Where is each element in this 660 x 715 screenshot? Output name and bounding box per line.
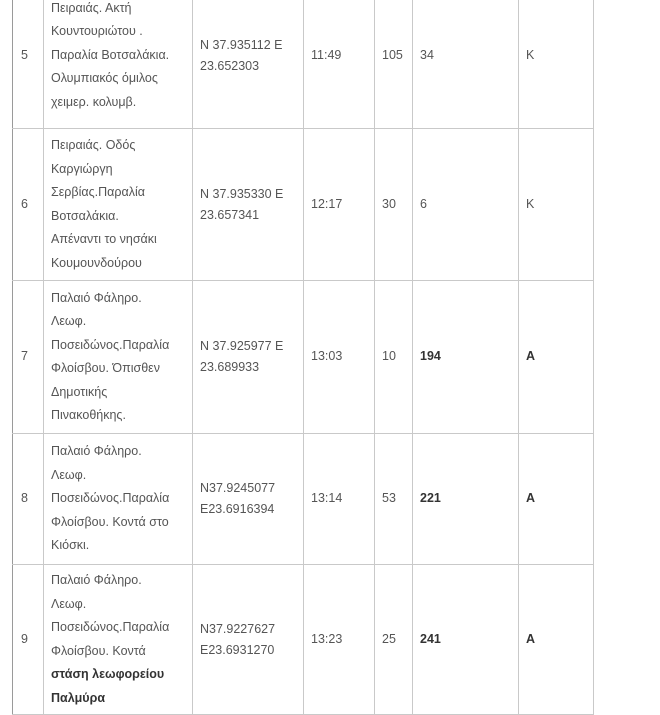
cell-text: 23.657341 bbox=[200, 207, 260, 222]
location-line bbox=[51, 404, 185, 428]
cell-text: N37.9245077 bbox=[200, 481, 276, 495]
location-line bbox=[51, 20, 185, 44]
value1-cell bbox=[375, 129, 413, 281]
location-line bbox=[51, 569, 185, 593]
cell-text: 10 bbox=[382, 349, 396, 364]
cell-text: Παλμύρα bbox=[51, 690, 106, 705]
location-line bbox=[51, 0, 185, 20]
value2-cell bbox=[413, 129, 519, 281]
location-line bbox=[51, 205, 185, 229]
location-line bbox=[51, 381, 185, 405]
value1-cell bbox=[375, 281, 413, 434]
location-line bbox=[51, 534, 185, 558]
location-line bbox=[51, 287, 185, 311]
cell-text: Παραλία Βοτσαλάκια. bbox=[51, 47, 170, 62]
table-row bbox=[13, 434, 594, 565]
location-line bbox=[51, 616, 185, 640]
cell-text: 13:23 bbox=[311, 631, 343, 646]
table-row bbox=[13, 565, 594, 715]
location-line bbox=[51, 67, 185, 91]
location-line bbox=[51, 440, 185, 464]
location-line bbox=[51, 252, 185, 276]
coordinates-cell bbox=[193, 565, 304, 715]
cell-text: Κιόσκι. bbox=[51, 538, 90, 553]
cell-text: 194 bbox=[420, 349, 441, 364]
value1-cell bbox=[375, 434, 413, 565]
location-line bbox=[51, 511, 185, 535]
coordinate-line bbox=[200, 205, 296, 226]
cell-text: Λεωφ. bbox=[51, 467, 87, 482]
time-cell bbox=[304, 434, 375, 565]
cell-text: Πειραιάς. Οδός bbox=[51, 138, 136, 152]
cell-text: 5 bbox=[21, 47, 28, 62]
cell-text: 241 bbox=[420, 631, 441, 646]
location-line bbox=[51, 228, 185, 252]
grade-cell bbox=[519, 0, 594, 129]
location-cell bbox=[44, 565, 193, 715]
value2-cell bbox=[413, 281, 519, 434]
row-number-cell bbox=[13, 281, 44, 434]
cell-text: 221 bbox=[420, 491, 441, 506]
table-row bbox=[13, 281, 594, 434]
table-row bbox=[13, 129, 594, 281]
location-cell bbox=[44, 434, 193, 565]
time-cell bbox=[304, 281, 375, 434]
grade-cell bbox=[519, 565, 594, 715]
coordinate-line bbox=[200, 336, 296, 357]
cell-text: 7 bbox=[21, 349, 28, 364]
cell-text: A bbox=[526, 491, 536, 506]
cell-text: 13:03 bbox=[311, 349, 343, 364]
cell-text: 30 bbox=[382, 196, 396, 211]
value1-cell bbox=[375, 565, 413, 715]
row-number-cell bbox=[13, 129, 44, 281]
location-cell bbox=[44, 281, 193, 434]
cell-text: K bbox=[526, 47, 535, 62]
value2-cell bbox=[413, 565, 519, 715]
location-line-bold bbox=[51, 687, 185, 711]
grade-cell bbox=[519, 129, 594, 281]
time-cell bbox=[304, 129, 375, 281]
cell-text: 11:49 bbox=[311, 47, 342, 62]
cell-text: N 37.935112 E bbox=[200, 37, 283, 52]
location-line bbox=[51, 357, 185, 381]
coordinates-cell bbox=[193, 281, 304, 434]
location-line-bold bbox=[51, 663, 185, 687]
coordinate-line bbox=[200, 357, 296, 378]
cell-text: Πινακοθήκης. bbox=[51, 408, 126, 422]
cell-text: Φλοίσβου. Κοντά bbox=[51, 643, 146, 658]
coordinate-line bbox=[200, 640, 296, 661]
location-line bbox=[51, 464, 185, 488]
grade-cell bbox=[519, 434, 594, 565]
value1-cell bbox=[375, 0, 413, 129]
location-line bbox=[51, 487, 185, 511]
cell-text: E23.6916394 bbox=[200, 502, 275, 516]
cell-text: N37.9227627 bbox=[200, 621, 276, 636]
location-cell bbox=[44, 0, 193, 129]
coordinates-cell bbox=[193, 0, 304, 129]
row-number-cell bbox=[13, 0, 44, 129]
location-line bbox=[51, 44, 185, 68]
cell-text: Ολυμπιακός όμιλος bbox=[51, 71, 158, 86]
cell-text: 12:17 bbox=[311, 196, 343, 211]
row-number-cell bbox=[13, 434, 44, 565]
cell-text: Λεωφ. bbox=[51, 314, 87, 328]
cell-text: E23.6931270 bbox=[200, 642, 275, 657]
cell-text: 13:14 bbox=[311, 491, 343, 506]
coordinate-line bbox=[200, 184, 296, 205]
coordinates-cell bbox=[193, 434, 304, 565]
coordinate-line bbox=[200, 56, 296, 77]
cell-text: N 37.925977 E bbox=[200, 339, 284, 353]
cell-text: Ποσειδώνος.Παραλία bbox=[51, 491, 170, 506]
coordinates-cell bbox=[193, 129, 304, 281]
location-line bbox=[51, 158, 185, 182]
cell-text: A bbox=[526, 349, 536, 364]
location-line bbox=[51, 593, 185, 617]
cell-text: Παλαιό Φάληρο. bbox=[51, 444, 142, 459]
location-line bbox=[51, 181, 185, 205]
coordinate-line bbox=[200, 478, 296, 499]
location-cell bbox=[44, 129, 193, 281]
cell-text: Κουντουριώτου . bbox=[51, 24, 143, 39]
cell-text: στάση λεωφορείου bbox=[51, 667, 165, 681]
cell-text: K bbox=[526, 196, 535, 211]
cell-text: 25 bbox=[382, 631, 396, 646]
cell-text: Παλαιό Φάληρο. bbox=[51, 290, 142, 305]
sampling-table bbox=[12, 0, 594, 715]
cell-text: 34 bbox=[420, 47, 434, 62]
coordinate-line bbox=[200, 619, 296, 640]
location-line bbox=[51, 91, 185, 115]
table-body bbox=[13, 0, 594, 715]
cell-text: Ποσειδώνος.Παραλία bbox=[51, 337, 170, 352]
value2-cell bbox=[413, 434, 519, 565]
cell-text: 6 bbox=[21, 196, 28, 211]
cell-text: Βοτσαλάκια. bbox=[51, 208, 119, 223]
time-cell bbox=[304, 0, 375, 129]
cell-text: 8 bbox=[21, 491, 28, 506]
value2-cell bbox=[413, 0, 519, 129]
cell-text: 6 bbox=[420, 196, 427, 211]
cell-text: A bbox=[526, 631, 536, 646]
location-line bbox=[51, 134, 185, 158]
cell-text: Κουμουνδούρου bbox=[51, 255, 142, 270]
location-line bbox=[51, 334, 185, 358]
cell-text: Σερβίας.Παραλία bbox=[51, 185, 145, 199]
cell-text: 53 bbox=[382, 491, 396, 506]
cell-text: Λεωφ. bbox=[51, 596, 87, 611]
cell-text: 9 bbox=[21, 631, 28, 646]
cell-text: 23.689933 bbox=[200, 360, 260, 374]
cell-text: Απέναντι το νησάκι bbox=[51, 232, 157, 246]
cell-text: N 37.935330 E bbox=[200, 186, 284, 201]
coordinate-line bbox=[200, 35, 296, 56]
coordinate-line bbox=[200, 499, 296, 520]
cell-text: Φλοίσβου. Όπισθεν bbox=[51, 361, 160, 375]
cell-text: 105 bbox=[382, 47, 403, 62]
time-cell bbox=[304, 565, 375, 715]
location-line bbox=[51, 310, 185, 334]
row-number-cell bbox=[13, 565, 44, 715]
cell-text: Φλοίσβου. Κοντά στο bbox=[51, 514, 169, 529]
cell-text: Πειραιάς. Ακτή bbox=[51, 0, 132, 15]
cell-text: χειμερ. κολυμβ. bbox=[51, 94, 137, 109]
grade-cell bbox=[519, 281, 594, 434]
cell-text: Ποσειδώνος.Παραλία bbox=[51, 620, 170, 634]
cell-text: 23.652303 bbox=[200, 58, 260, 73]
cell-text: Δημοτικής bbox=[51, 384, 108, 399]
table-row bbox=[13, 0, 594, 129]
location-line bbox=[51, 640, 185, 664]
cell-text: Καργιώργη bbox=[51, 161, 113, 176]
cell-text: Παλαιό Φάληρο. bbox=[51, 573, 142, 587]
